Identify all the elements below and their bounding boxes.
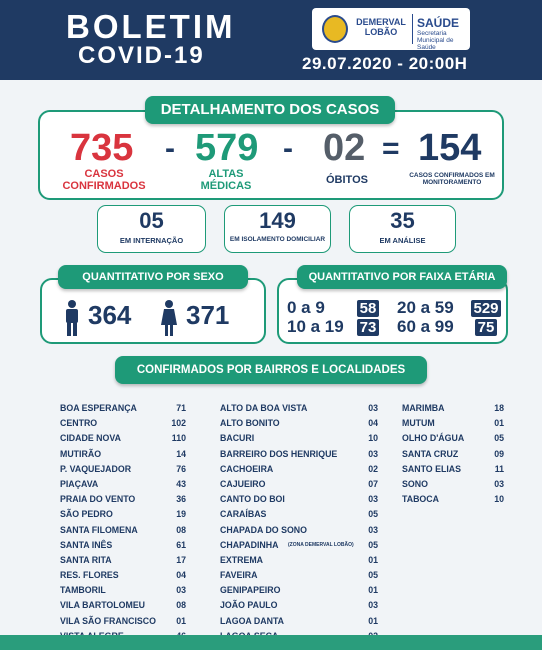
list-item bbox=[60, 570, 188, 585]
bulletin-title: BOLETIM bbox=[66, 8, 236, 45]
neighborhood-count: 04 bbox=[176, 570, 186, 581]
confirmed-label: CASOS CONFIRMADOS bbox=[62, 168, 146, 192]
neighborhood-name: CHAPADA DO SONO bbox=[220, 524, 307, 535]
neighborhood-name: MUTIRÃO bbox=[60, 448, 102, 459]
neighborhood-name: JOÃO PAULO bbox=[220, 600, 278, 611]
neighborhood-count: 03 bbox=[368, 403, 378, 413]
neighborhood-count: 01 bbox=[368, 615, 378, 626]
neighborhood-count: 43 bbox=[176, 478, 186, 489]
list-item bbox=[402, 479, 506, 494]
monitoring-label: CASOS CONFIRMADOS EM MONITORAMENTO bbox=[409, 172, 495, 186]
list-item bbox=[60, 449, 188, 464]
neighborhood-count: 03 bbox=[494, 478, 504, 489]
male-count: 364 bbox=[88, 300, 132, 330]
neighborhood-name: MARIMBA bbox=[402, 403, 445, 413]
list-item bbox=[402, 403, 506, 418]
age-group-label: 0 a 9 bbox=[287, 298, 325, 317]
neighborhood-name: TAMBORIL bbox=[60, 585, 106, 596]
neighborhoods-column-3 bbox=[402, 403, 506, 509]
neighborhood-count: 05 bbox=[494, 433, 504, 444]
neighborhood-name: ALTO BONITO bbox=[220, 418, 280, 429]
neighborhood-count: 71 bbox=[176, 403, 186, 413]
age-group-count: 73 bbox=[357, 319, 379, 336]
neighborhood-count: 76 bbox=[176, 463, 186, 474]
neighborhood-count: 05 bbox=[368, 570, 378, 581]
neighborhoods-column-1 bbox=[60, 403, 188, 646]
neighborhood-name: GENIPAPEIRO bbox=[220, 585, 281, 596]
neighborhood-name: BACURI bbox=[220, 433, 255, 444]
list-item bbox=[60, 540, 188, 555]
neighborhood-note: (ZONA DEMERVAL LOBÃO) bbox=[288, 541, 354, 548]
list-item bbox=[60, 433, 188, 448]
neighborhood-name: CIDADE NOVA bbox=[60, 433, 121, 444]
neighborhood-name: CANTO DO BOI bbox=[220, 494, 285, 505]
home-isolation-box bbox=[224, 205, 331, 253]
neighborhood-name: CARAÍBAS bbox=[220, 509, 267, 520]
deaths-label: ÓBITOS bbox=[326, 174, 368, 186]
list-item bbox=[60, 464, 188, 479]
neighborhood-name: VILA SÃO FRANCISCO bbox=[60, 615, 156, 626]
neighborhood-name: SÃO PEDRO bbox=[60, 509, 113, 520]
list-item bbox=[402, 433, 506, 448]
neighborhood-count: 08 bbox=[176, 524, 186, 535]
list-item bbox=[220, 600, 380, 615]
logo-dept: SAÚDE bbox=[417, 16, 460, 30]
neighborhood-name: VILA BARTOLOMEU bbox=[60, 600, 146, 611]
municipality-logo bbox=[312, 8, 470, 50]
equals-sign: = bbox=[382, 132, 400, 165]
list-item bbox=[220, 509, 380, 524]
age-group-label: 10 a 19 bbox=[287, 317, 344, 336]
minus-sign-1: - bbox=[165, 132, 175, 165]
neighborhood-count: 10 bbox=[494, 494, 504, 505]
list-item bbox=[220, 449, 380, 464]
cases-detail-header: DETALHAMENTO DOS CASOS bbox=[145, 96, 395, 124]
list-item bbox=[220, 540, 380, 555]
neighborhood-count: 01 bbox=[368, 554, 378, 565]
home-isolation-count: 149 bbox=[259, 208, 296, 233]
neighborhood-name: BARREIRO DOS HENRIQUE bbox=[220, 448, 338, 459]
neighborhood-count: 11 bbox=[494, 463, 504, 474]
age-group-label: 60 a 99 bbox=[397, 317, 454, 336]
age-group-count: 529 bbox=[471, 300, 501, 317]
age-group-label: 20 a 59 bbox=[397, 298, 454, 317]
neighborhood-name: LAGOA DANTA bbox=[220, 615, 285, 626]
neighborhoods-column-2 bbox=[220, 403, 380, 646]
neighborhood-count: 01 bbox=[494, 418, 504, 429]
list-item bbox=[220, 403, 380, 418]
confirmed-count: 735 bbox=[70, 127, 134, 169]
female-icon bbox=[160, 300, 178, 336]
list-item bbox=[402, 464, 506, 479]
under-analysis-count: 35 bbox=[390, 208, 415, 233]
neighborhood-name: MUTUM bbox=[402, 418, 435, 429]
list-item bbox=[220, 585, 380, 600]
hospitalized-box bbox=[97, 205, 206, 253]
neighborhood-count: 03 bbox=[368, 600, 378, 611]
neighborhood-name: RES. FLORES bbox=[60, 570, 119, 581]
list-item bbox=[402, 418, 506, 433]
neighborhood-count: 18 bbox=[494, 403, 504, 413]
minus-sign-2: - bbox=[283, 132, 293, 165]
neighborhood-count: 03 bbox=[176, 585, 186, 596]
hospitalized-label: EM INTERNAÇÃO bbox=[119, 236, 184, 245]
neighborhood-name: P. VAQUEJADOR bbox=[60, 463, 132, 474]
list-item bbox=[60, 525, 188, 540]
list-item bbox=[60, 418, 188, 433]
neighborhood-count: 07 bbox=[368, 478, 378, 489]
neighborhood-name: SANTA CRUZ bbox=[402, 448, 459, 459]
deaths-count: 02 bbox=[323, 127, 366, 169]
neighborhood-name: SANTO ELIAS bbox=[402, 463, 461, 474]
neighborhood-name: OLHO D'ÁGUA bbox=[402, 433, 465, 444]
list-item bbox=[220, 494, 380, 509]
neighborhood-name: BOA ESPERANÇA bbox=[60, 403, 137, 413]
neighborhood-count: 19 bbox=[176, 509, 186, 520]
neighborhood-name: TABOCA bbox=[402, 494, 439, 505]
bulletin-date: 29.07.2020 - 20:00H bbox=[302, 54, 468, 73]
hospitalized-count: 05 bbox=[139, 208, 164, 233]
neighborhood-count: 01 bbox=[176, 615, 186, 626]
list-item bbox=[220, 479, 380, 494]
neighborhood-count: 36 bbox=[176, 494, 186, 505]
list-item bbox=[220, 464, 380, 479]
list-item bbox=[60, 479, 188, 494]
neighborhood-name: SANTA INÊS bbox=[60, 539, 113, 550]
list-item bbox=[60, 616, 188, 631]
list-item bbox=[220, 616, 380, 631]
header-banner bbox=[0, 0, 542, 80]
neighborhood-count: 61 bbox=[176, 539, 186, 550]
neighborhood-count: 17 bbox=[176, 554, 186, 565]
age-group-count: 58 bbox=[357, 300, 379, 317]
list-item bbox=[60, 585, 188, 600]
city-seal-icon bbox=[322, 15, 348, 43]
neighborhood-name: ALTO DA BOA VISTA bbox=[220, 403, 308, 413]
neighborhood-count: 04 bbox=[368, 418, 378, 429]
neighborhood-count: 01 bbox=[368, 585, 378, 596]
neighborhood-count: 03 bbox=[368, 524, 378, 535]
logo-divider bbox=[412, 14, 413, 44]
list-item bbox=[60, 509, 188, 524]
neighborhood-count: 08 bbox=[176, 600, 186, 611]
neighborhood-count: 110 bbox=[171, 433, 186, 444]
by-age-header: QUANTITATIVO POR FAIXA ETÁRIA bbox=[297, 265, 507, 289]
neighborhood-name: SANTA FILOMENA bbox=[60, 524, 138, 535]
age-group-count: 75 bbox=[475, 319, 497, 336]
neighborhood-name: CENTRO bbox=[60, 418, 98, 429]
home-isolation-label: EM ISOLAMENTO DOMICILIAR bbox=[229, 236, 326, 243]
neighborhood-count: 03 bbox=[368, 448, 378, 459]
logo-dept-sub: Secretaria Municipal de Saúde bbox=[417, 30, 454, 51]
footer-bar bbox=[0, 635, 542, 650]
list-item bbox=[220, 525, 380, 540]
neighborhood-count: 14 bbox=[176, 448, 186, 459]
neighborhood-name: PRAIA DO VENTO bbox=[60, 494, 136, 505]
logo-city-name: DEMERVAL LOBÃO bbox=[356, 17, 406, 37]
list-item bbox=[60, 403, 188, 418]
neighborhood-name: CACHOEIRA bbox=[220, 463, 274, 474]
recovered-count: 579 bbox=[195, 127, 259, 169]
list-item bbox=[60, 494, 188, 509]
list-item bbox=[60, 555, 188, 570]
list-item bbox=[220, 433, 380, 448]
neighborhood-name: SANTA RITA bbox=[60, 554, 112, 565]
neighborhood-name: EXTREMA bbox=[220, 554, 264, 565]
list-item bbox=[402, 449, 506, 464]
list-item bbox=[220, 555, 380, 570]
list-item bbox=[220, 570, 380, 585]
by-sex-header: QUANTITATIVO POR SEXO bbox=[58, 265, 248, 289]
female-count: 371 bbox=[186, 300, 230, 330]
neighborhood-name: CAJUEIRO bbox=[220, 478, 266, 489]
under-analysis-label: EM ANÁLISE bbox=[379, 236, 426, 245]
male-icon bbox=[64, 300, 80, 336]
neighborhood-name: FAVEIRA bbox=[220, 570, 258, 581]
under-analysis-box bbox=[349, 205, 456, 253]
list-item bbox=[220, 418, 380, 433]
monitoring-count: 154 bbox=[418, 127, 482, 169]
recovered-label: ALTAS MÉDICAS bbox=[200, 168, 252, 192]
neighborhood-count: 09 bbox=[494, 448, 504, 459]
neighborhood-name: CHAPADINHA bbox=[220, 539, 279, 550]
neighborhood-name: SONO bbox=[402, 478, 428, 489]
neighborhood-count: 102 bbox=[171, 418, 186, 429]
neighborhood-count: 03 bbox=[368, 494, 378, 505]
neighborhood-name: PIAÇAVA bbox=[60, 478, 99, 489]
list-item bbox=[402, 494, 506, 509]
bulletin-subtitle: COVID-19 bbox=[78, 42, 205, 69]
neighborhood-count: 05 bbox=[368, 539, 378, 550]
neighborhoods-header: CONFIRMADOS POR BAIRROS E LOCALIDADES bbox=[115, 356, 427, 384]
neighborhood-count: 10 bbox=[368, 433, 378, 444]
neighborhood-count: 05 bbox=[368, 509, 378, 520]
neighborhood-count: 02 bbox=[368, 463, 378, 474]
list-item bbox=[60, 600, 188, 615]
